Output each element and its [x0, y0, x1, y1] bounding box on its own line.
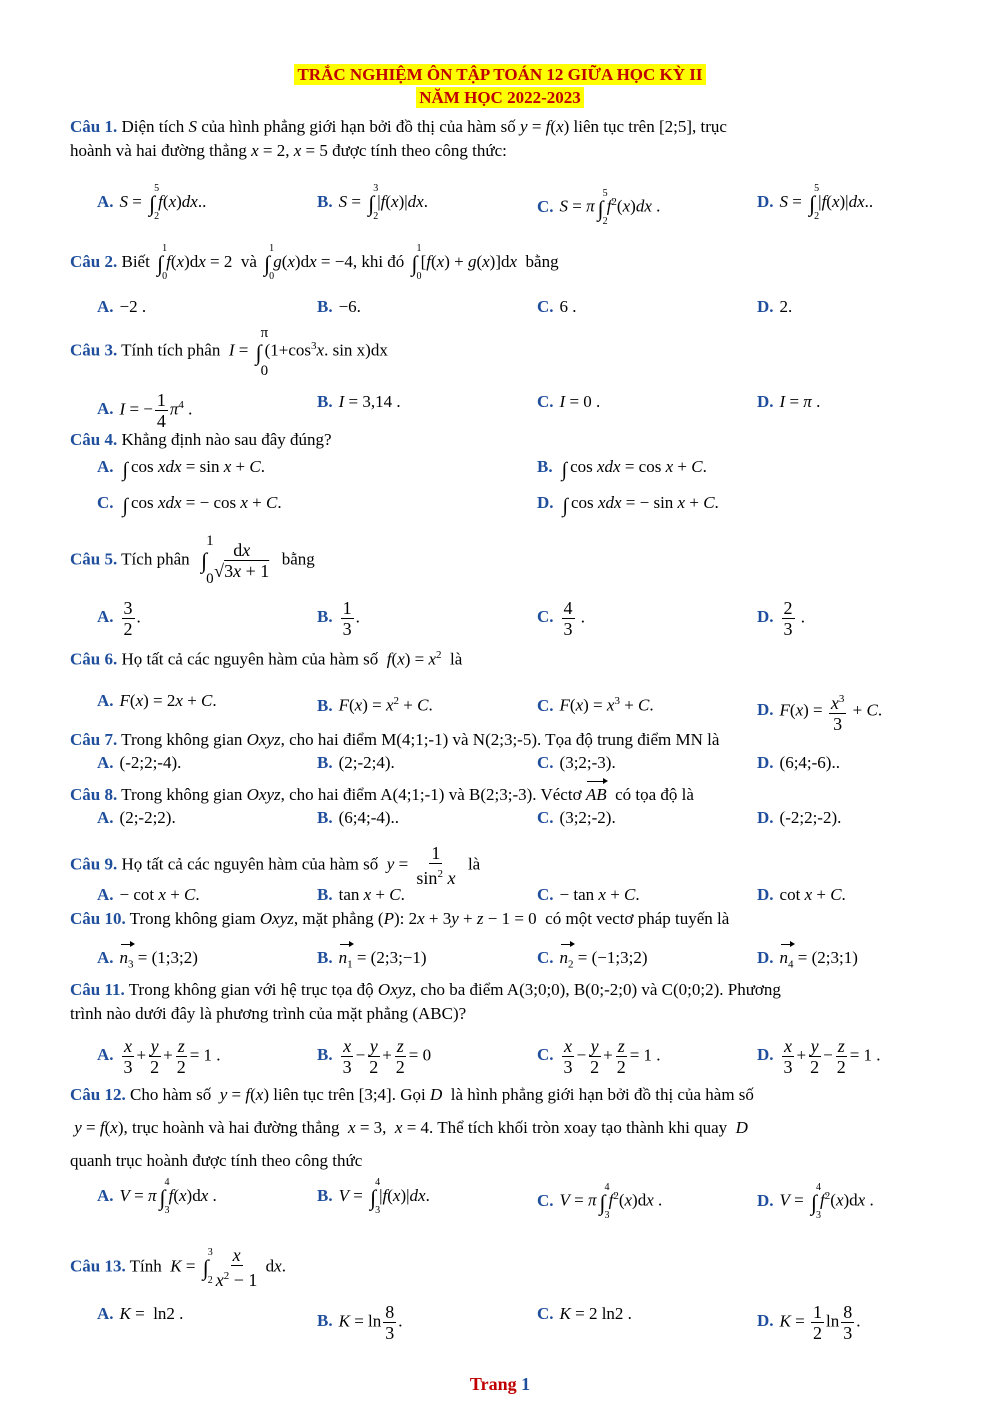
question-13-option-a[interactable]: A. K = ln2 . [97, 1304, 184, 1323]
question-12-stem: Câu 12. Cho hàm số y = f(x) liên tục trên [3;4]. Gọi D là hình phẳng giới hạn bởi đồ thị của hàm số y = f(x), trục hoành và hai đường thẳng x = 3, x = 4. Thể tích khối tròn xoay tạo thành khi quay D quanh trục hoành được tính theo công thức [70, 1085, 754, 1170]
question-11-option-c[interactable]: C. $\frac{x}{3}$ − $\frac{y}{2}$ + $\frac{z}{2}$ = 1 . [537, 1036, 661, 1077]
question-4-option-a[interactable]: A. ∫ cos xdx = sin x + C. [97, 457, 265, 481]
question-13-option-b[interactable]: B. K = ln $\frac{8}{3}$ . [317, 1302, 403, 1343]
question-10-option-a[interactable]: A. $n_3$ = (1;3;2) [97, 946, 198, 976]
question-5-option-d[interactable]: D. $\frac{2}{3}$ . [757, 598, 806, 639]
question-12-option-b[interactable]: B. V = ∫ 4 3 |f(x)|dx. [317, 1177, 430, 1216]
question-3-option-d[interactable]: D. I = π . [757, 392, 821, 411]
question-2-option-b[interactable]: B. −6. [317, 297, 361, 316]
question-10-stem: Câu 10. Trong không giam Oxyz, mặt phẳng (P): 2x + 3y + z − 1 = 0 có một vectơ pháp tuyến là [70, 909, 730, 928]
question-5-option-a[interactable]: A. $\frac{3}{2}$ . [97, 598, 141, 639]
question-number: Câu 12. [70, 1085, 126, 1104]
question-12-option-d[interactable]: D. V = ∫ 4 3 $f^2(x)dx$ . [757, 1181, 874, 1221]
question-7-option-d[interactable]: D. (6;4;-6).. [757, 753, 840, 772]
question-9-option-d[interactable]: D. cot x + C. [757, 885, 846, 904]
question-13-stem: Câu 13. Tính K = ∫ 3 2 $\frac{x}{x^2 - 1}$ dx. [70, 1245, 286, 1290]
question-1-option-a[interactable]: A. S = ∫ 5 2 f(x)dx.. [97, 183, 207, 222]
question-3-stem: Câu 3. Tính tích phân I = ∫ π 0 ($1+\cos^3x$. sin x)dx [70, 324, 388, 379]
question-8-option-a[interactable]: A. (2;-2;2). [97, 808, 176, 827]
question-11-stem: Câu 11. Trong không gian với hệ trục tọa độ Oxyz, cho ba điểm A(3;0;0), B(0;-2;0) và C(0;0;2). Phương trình nào dưới đây là phương trình của mặt phẳng (ABC)? [70, 980, 781, 1023]
question-number: Câu 2. [70, 252, 118, 271]
question-4-option-d[interactable]: D. ∫ cos xdx = − sin x + C. [537, 493, 719, 517]
question-number: Câu 8. [70, 785, 118, 804]
question-number: Câu 7. [70, 730, 118, 749]
question-7-option-b[interactable]: B. (2;-2;4). [317, 753, 395, 772]
question-4-option-b[interactable]: B. ∫ cos xdx = cos x + C. [537, 457, 707, 481]
question-3-option-b[interactable]: B. I = 3,14 . [317, 392, 401, 411]
footer-word: Trang [469, 1374, 517, 1394]
question-2-option-c[interactable]: C. 6 . [537, 297, 577, 316]
question-12-option-c[interactable]: C. V = π ∫ 4 3 $f^2(x)dx$ . [537, 1181, 663, 1221]
question-number: Câu 5. [70, 549, 118, 569]
question-13-option-d[interactable]: D. K = $\frac{1}{2}$ ln $\frac{8}{3}$ . [757, 1302, 861, 1343]
question-6-option-b[interactable]: B. $F(x) = x^2 + C$. [317, 695, 433, 715]
question-1-option-b[interactable]: B. S = ∫ 3 2 |f(x)|dx. [317, 183, 428, 222]
question-1-option-c[interactable]: C. S = π ∫ 5 2 $f^2(x)dx$ . [537, 187, 661, 227]
question-9-stem: Câu 9. Họ tất cả các nguyên hàm của hàm số y = $\frac{1}{\sin^2 x}$ là [70, 843, 481, 888]
question-11-option-b[interactable]: B. $\frac{x}{3}$ − $\frac{y}{2}$ + $\frac{z}{2}$ = 0 [317, 1036, 432, 1077]
question-8-stem: Câu 8. Trong không gian Oxyz, cho hai điểm A(4;1;-1) và B(2;3;-3). Véctơ AB có tọa độ là [70, 783, 932, 807]
title-line-2-wrap [0, 87, 1000, 108]
question-7-stem: Câu 7. Trong không gian Oxyz, cho hai điểm M(4;1;-1) và N(2;3;-5). Tọa độ trung điểm MN là [70, 730, 720, 749]
question-12-option-a[interactable]: A. V = π ∫ 4 3 f(x)dx . [97, 1177, 217, 1216]
title-line-1-wrap [0, 64, 1000, 85]
question-6-option-c[interactable]: C. $F(x) = x^3 + C$. [537, 695, 654, 715]
question-6-option-a[interactable]: A. F(x) = 2x + C. [97, 691, 217, 710]
question-10-option-c[interactable]: C. $n_2$ = (−1;3;2) [537, 946, 647, 976]
question-number: Câu 3. [70, 340, 118, 360]
question-number: Câu 6. [70, 649, 118, 669]
question-5-option-b[interactable]: B. $\frac{1}{3}$ . [317, 598, 360, 639]
question-8-option-c[interactable]: C. (3;2;-2). [537, 808, 616, 827]
question-2-stem: Câu 2. Biết ∫ 1 0 f(x)dx = 2 và ∫ 1 0 g(x)dx = −4, khi đó ∫ 1 0 [f(x) + g(x)]dx bằng [70, 243, 559, 282]
question-3-option-a[interactable]: A. I = − $\frac{1}{4}$ $\pi^4$ . [97, 390, 193, 431]
question-number: Câu 10. [70, 909, 126, 928]
footer-page-number: 1 [521, 1374, 531, 1394]
question-number: Câu 11. [70, 980, 125, 999]
question-7-option-c[interactable]: C. (3;2;-3). [537, 753, 616, 772]
question-2-option-d[interactable]: D. 2. [757, 297, 793, 316]
question-4-text: Khẳng định nào sau đây đúng? [121, 430, 332, 449]
question-6-stem: Câu 6. Họ tất cả các nguyên hàm của hàm số $f(x) = x^2$ là [70, 649, 463, 669]
question-9-option-c[interactable]: C. − tan x + C. [537, 885, 640, 904]
question-4-option-c[interactable]: C. ∫ cos xdx = − cos x + C. [97, 493, 282, 517]
question-1-option-d[interactable]: D. S = ∫ 5 2 |f(x)|dx.. [757, 183, 874, 222]
page-footer [0, 1374, 1000, 1395]
question-6-option-d[interactable]: D. F(x) = $\frac{x^3}{3}$ + C. [757, 689, 882, 734]
question-11-option-d[interactable]: D. $\frac{x}{3}$ + $\frac{y}{2}$ − $\frac{z}{2}$ = 1 . [757, 1036, 881, 1077]
question-13-option-c[interactable]: C. K = 2 ln2 . [537, 1304, 632, 1323]
question-1-stem: Câu 1. Diện tích S của hình phẳng giới hạn bởi đồ thị của hàm số y = f(x) liên tục trên [2;5], trục hoành và hai đường thẳng x = 2, x = 5 được tính theo công thức: [70, 117, 727, 160]
exam-title: TRẮC NGHIỆM ÔN TẬP TOÁN 12 GIỮA HỌC KỲ II [294, 64, 705, 85]
question-5-stem: Câu 5. Tích phân ∫ 1 0 $\frac{dx}{√3x + 1}$ bằng [70, 533, 315, 588]
question-8-option-b[interactable]: B. (6;4;-4).. [317, 808, 400, 827]
question-3-option-c[interactable]: C. I = 0 . [537, 392, 601, 411]
question-10-option-b[interactable]: B. $n_1$ = (2;3;−1) [317, 946, 427, 976]
question-8-option-d[interactable]: D. (-2;2;-2). [757, 808, 842, 827]
question-2-option-a[interactable]: A. −2 . [97, 297, 147, 316]
question-number: Câu 9. [70, 854, 118, 874]
question-9-option-b[interactable]: B. tan x + C. [317, 885, 405, 904]
question-number: Câu 1. [70, 117, 118, 136]
question-number: Câu 13. [70, 1256, 126, 1276]
question-5-option-c[interactable]: C. $\frac{4}{3}$ . [537, 598, 586, 639]
question-11-option-a[interactable]: A. $\frac{x}{3}$ + $\frac{y}{2}$ + $\frac{z}{2}$ = 1 . [97, 1036, 221, 1077]
question-4-stem [70, 428, 932, 452]
question-9-option-a[interactable]: A. − cot x + C. [97, 885, 200, 904]
school-year: NĂM HỌC 2022-2023 [416, 87, 583, 108]
question-number: Câu 4. [70, 430, 118, 449]
question-7-option-a[interactable]: A. (-2;2;-4). [97, 753, 182, 772]
question-10-option-d[interactable]: D. $n_4$ = (2;3;1) [757, 946, 858, 976]
